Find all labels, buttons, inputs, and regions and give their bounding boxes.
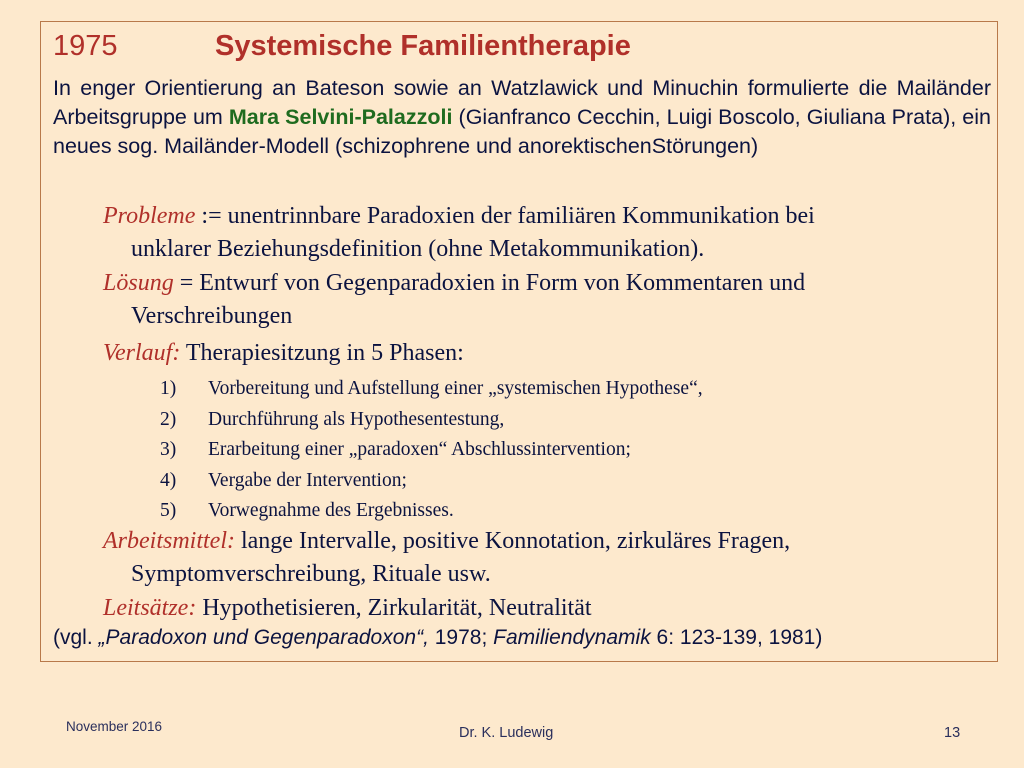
phase-number: 5) — [160, 500, 177, 521]
list-item — [160, 405, 960, 436]
reference-work-2: Familiendynamik — [493, 626, 651, 649]
leitsaetze-paragraph — [103, 592, 983, 625]
loesung-paragraph — [103, 267, 983, 333]
arbeitsmittel-text-2: Symptomverschreibung, Rituale usw. — [131, 561, 491, 587]
phase-number: 1) — [160, 378, 177, 399]
list-item — [160, 496, 960, 527]
phase-text: Erarbeitung einer „paradoxen“ Abschlussintervention; — [208, 439, 631, 460]
intro-highlight-name: Mara Selvini-Palazzoli — [228, 105, 453, 129]
reference-mid: 1978; — [428, 626, 494, 649]
probleme-text-2: unklarer Beziehungsdefinition (ohne Metakommunikation). — [131, 236, 705, 262]
verlauf-text: Therapiesitzung in 5 Phasen: — [180, 340, 464, 366]
leitsaetze-lead: Leitsätze: — [103, 595, 197, 621]
loesung-text-1: = Entwurf von Gegenparadoxien in Form von Kommentaren und — [173, 270, 806, 296]
phase-number: 2) — [160, 408, 177, 430]
list-item — [160, 466, 960, 497]
reference-line — [53, 626, 993, 650]
reference-work-1: „Paradoxon und Gegenparadoxon“, — [98, 626, 429, 649]
phase-text: Durchführung als Hypothesentestung, — [208, 408, 505, 430]
leitsaetze-text: Hypothetisieren, Zirkularität, Neutralität — [196, 595, 592, 621]
phase-list — [160, 374, 960, 527]
verlauf-paragraph — [103, 337, 983, 370]
loesung-text-2: Verschreibungen — [131, 303, 293, 329]
arbeitsmittel-text-1: lange Intervalle, positive Konnotation, zirkuläres Fragen, — [234, 528, 791, 554]
phase-number: 3) — [160, 439, 177, 460]
footer-page-number: 13 — [944, 725, 961, 741]
arbeitsmittel-lead: Arbeitsmittel: — [103, 528, 235, 554]
phase-text: Vorbereitung und Aufstellung einer „systemischen Hypothese“, — [208, 378, 703, 399]
probleme-paragraph — [103, 200, 983, 266]
slide-title: Systemische Familientherapie — [215, 30, 631, 62]
phase-text: Vergabe der Intervention; — [208, 469, 407, 491]
intro-paragraph — [53, 74, 991, 161]
list-item — [160, 435, 960, 466]
footer-date: November 2016 — [66, 719, 163, 734]
arbeitsmittel-paragraph — [103, 525, 983, 591]
phase-number: 4) — [160, 469, 177, 491]
footer-author: Dr. K. Ludewig — [459, 725, 554, 741]
probleme-text-1: := unentrinnbare Paradoxien der familiären Kommunikation bei — [195, 203, 815, 229]
reference-end: 6: 123-139, 1981) — [650, 626, 823, 649]
title-year: 1975 — [53, 30, 118, 62]
verlauf-lead: Verlauf: — [103, 340, 181, 366]
intro-text-2: (Gianfranco Cecchin, Luigi Boscolo, Giuliana Prata), ein neues sog. Mailänder-Modell (schizophrene und anorektischenStörungen) — [53, 105, 991, 158]
reference-open: (vgl. — [53, 626, 99, 649]
phase-text: Vorwegnahme des Ergebnisses. — [208, 500, 454, 521]
loesung-lead: Lösung — [103, 270, 174, 296]
list-item — [160, 374, 960, 405]
probleme-lead: Probleme — [103, 203, 196, 229]
intro-text-1: In enger Orientierung an Bateson sowie an Watzlawick und Minuchin formulierte die Mailänder Arbeitsgruppe um — [53, 76, 991, 129]
